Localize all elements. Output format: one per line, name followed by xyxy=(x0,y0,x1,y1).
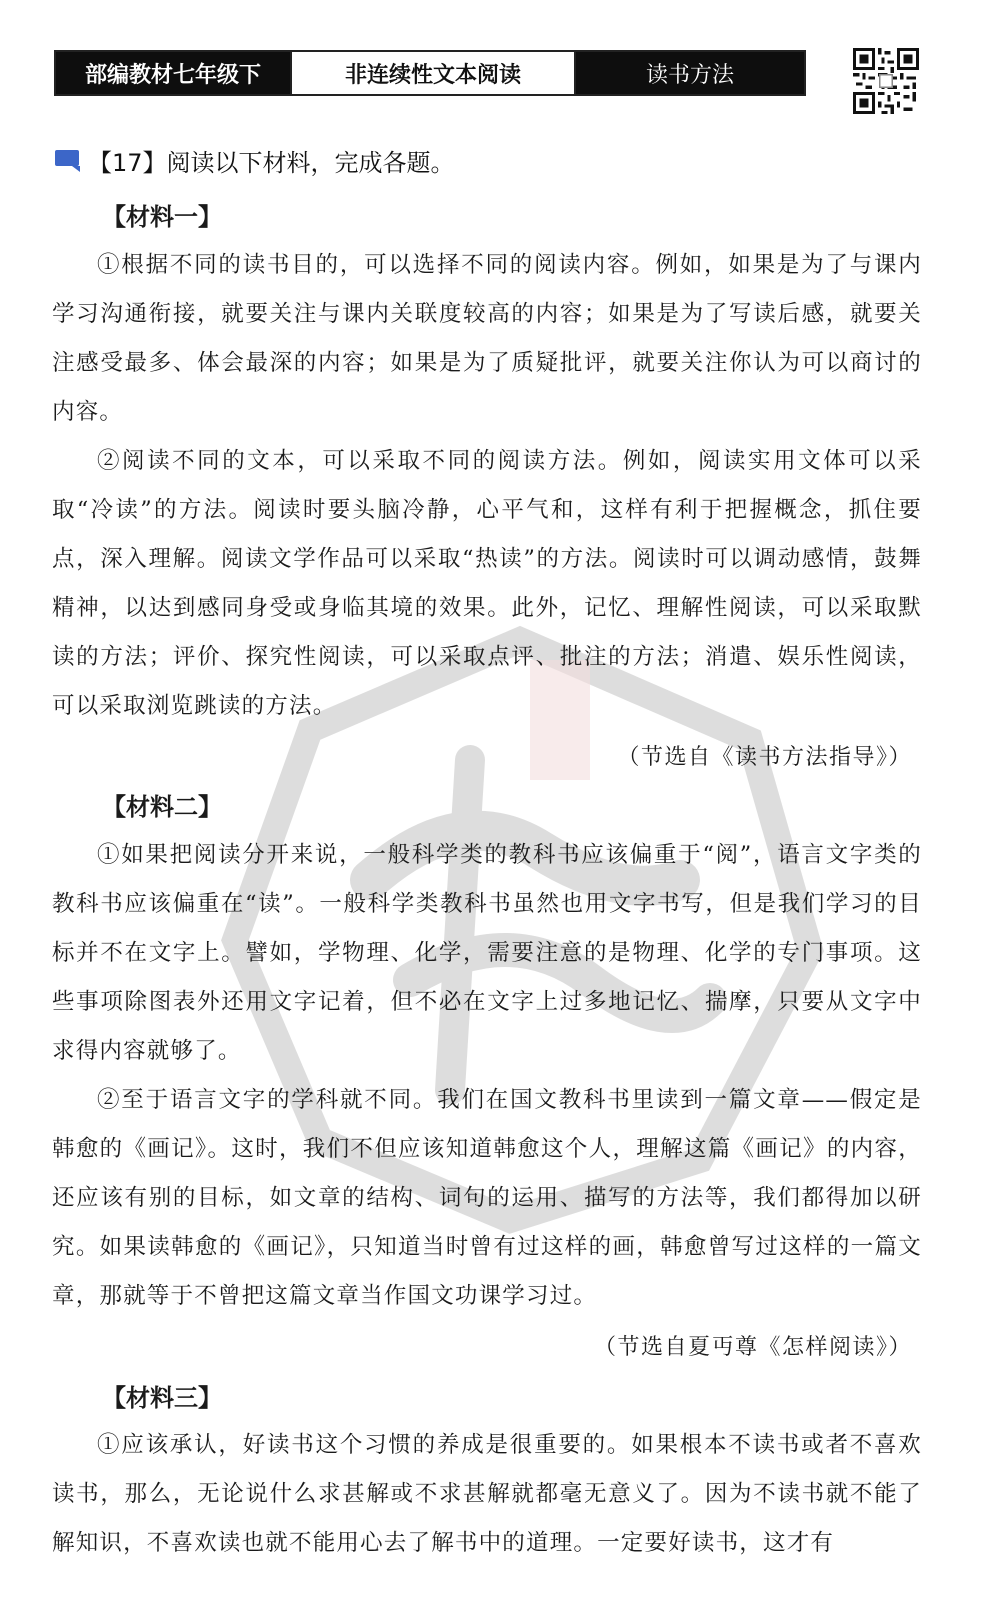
unit-label: 读书方法 xyxy=(576,52,804,94)
material-3-paragraph-1: ①应该承认，好读书这个习惯的养成是很重要的。如果根本不读书或者不喜欢读书，那么，无论说什么求甚解或不求甚解就都毫无意义了。因为不读书就不能了解知识，不喜欢读也就不能用心去了解书中的道理。一定要好读书，这才有 xyxy=(52,1432,922,1556)
material-1-paragraph-1: ①根据不同的读书目的，可以选择不同的阅读内容。例如，如果是为了与课内学习沟通衔接，就要关注与课内关联度较高的内容；如果是为了写读后感，就要关注感受最多、体会最深的内容；如果是为了质疑批评，就要关注你认为可以商讨的内容。 xyxy=(52,252,922,425)
question-title xyxy=(54,140,455,180)
material-2-source: （节选自夏丏尊《怎样阅读》） xyxy=(593,1335,912,1360)
bookmark-icon xyxy=(54,148,82,172)
topic-label: 非连续性文本阅读 xyxy=(290,52,576,94)
material-2-paragraph-2: ②至于语言文字的学科就不同。我们在国文教科书里读到一篇文章——假定是韩愈的《画记》。这时，我们不但应该知道韩愈这个人，理解这篇《画记》的内容，还应该有别的目标，如文章的结构、词句的运用、描写的方法等，我们都得加以研究。如果读韩愈的《画记》，只知道当时曾有过这样的画，韩愈曾写过这样的一篇文章，那就等于不曾把这篇文章当作国文功课学习过。 xyxy=(52,1087,922,1309)
material-2-title: 【材料二】 xyxy=(102,793,222,821)
material-1-source: （节选自《读书方法指导》） xyxy=(617,745,912,770)
qr-code-icon[interactable] xyxy=(853,48,919,114)
material-1-title: 【材料一】 xyxy=(102,203,222,231)
grade-label: 部编教材七年级下 xyxy=(56,52,290,94)
material-2-paragraph-1: ①如果把阅读分开来说，一般科学类的教科书应该偏重于“阅”，语言文字类的教科书应该偏重在“读”。一般科学类教科书虽然也用文字书写，但是我们学习的目标并不在文字上。譬如，学物理、化学，需要注意的是物理、化学的专门事项。这些事项除图表外还用文字记着，但不必在文字上过多地记忆、揣摩，只要从文字中求得内容就够了。 xyxy=(52,842,922,1064)
material-3-title: 【材料三】 xyxy=(102,1384,222,1412)
material-1-paragraph-2: ②阅读不同的文本，可以采取不同的阅读方法。例如，阅读实用文体可以采取“冷读”的方法。阅读时要头脑冷静，心平气和，这样有利于把握概念，抓住要点，深入理解。阅读文学作品可以采取“热读”的方法。阅读时可以调动感情，鼓舞精神，以达到感同身受或身临其境的效果。此外，记忆、理解性阅读，可以采取默读的方法；评价、探究性阅读，可以采取点评、批注的方法；消遣、娱乐性阅读，可以采取浏览跳读的方法。 xyxy=(52,448,922,719)
question-title-text: 【17】阅读以下材料，完成各题。 xyxy=(88,148,455,177)
header-bar xyxy=(54,50,806,96)
